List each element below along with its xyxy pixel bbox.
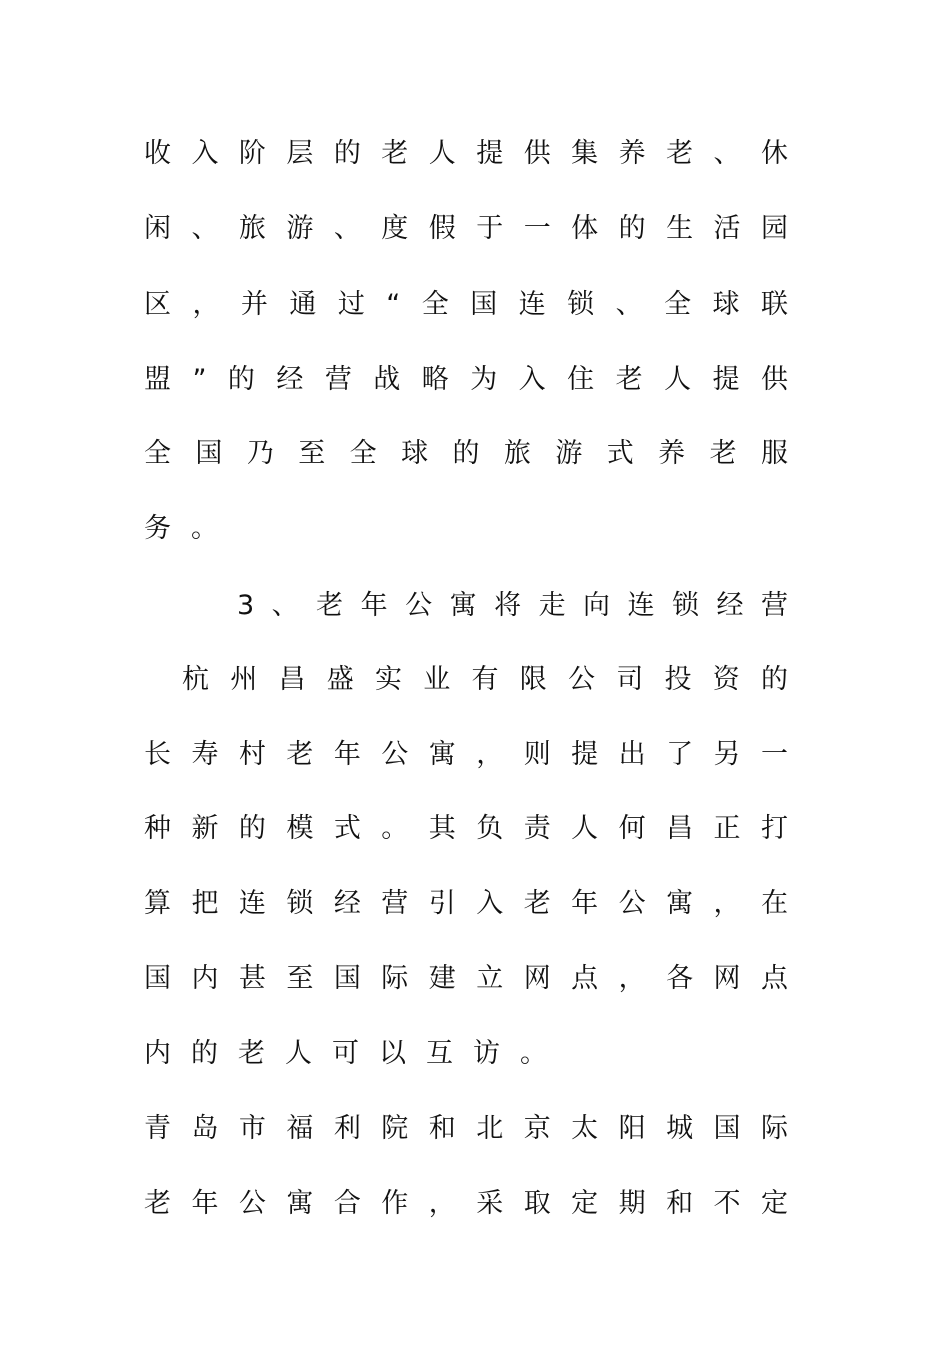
text-line: 盟”的经营战略为入住老人提供 [144, 364, 788, 395]
text-line: 国内甚至国际建立网点，各网点 [144, 963, 788, 994]
text-line: 区，并通过“全国连锁、全球联 [144, 289, 788, 320]
text-line: 老年公寓合作，采取定期和不定 [144, 1188, 788, 1219]
text-line: 闲、旅游、度假于一体的生活园 [144, 213, 788, 244]
section-heading: 3、老年公寓将走向连锁经营 [237, 590, 788, 621]
text-line: 青岛市福利院和北京太阳城国际 [144, 1113, 788, 1144]
text-line: 长寿村老年公寓，则提出了另一 [144, 739, 788, 770]
text-line: 全国乃至全球的旅游式养老服 [144, 438, 788, 469]
text-line: 收入阶层的老人提供集养老、休 [144, 138, 788, 169]
text-line: 内的老人可以互访。 [144, 1038, 567, 1069]
text-line: 种新的模式。其负责人何昌正打 [144, 813, 788, 844]
text-line: 务。 [144, 513, 238, 544]
text-line: 算把连锁经营引入老年公寓，在 [144, 888, 788, 919]
text-line: 杭州昌盛实业有限公司投资的 [182, 664, 788, 695]
